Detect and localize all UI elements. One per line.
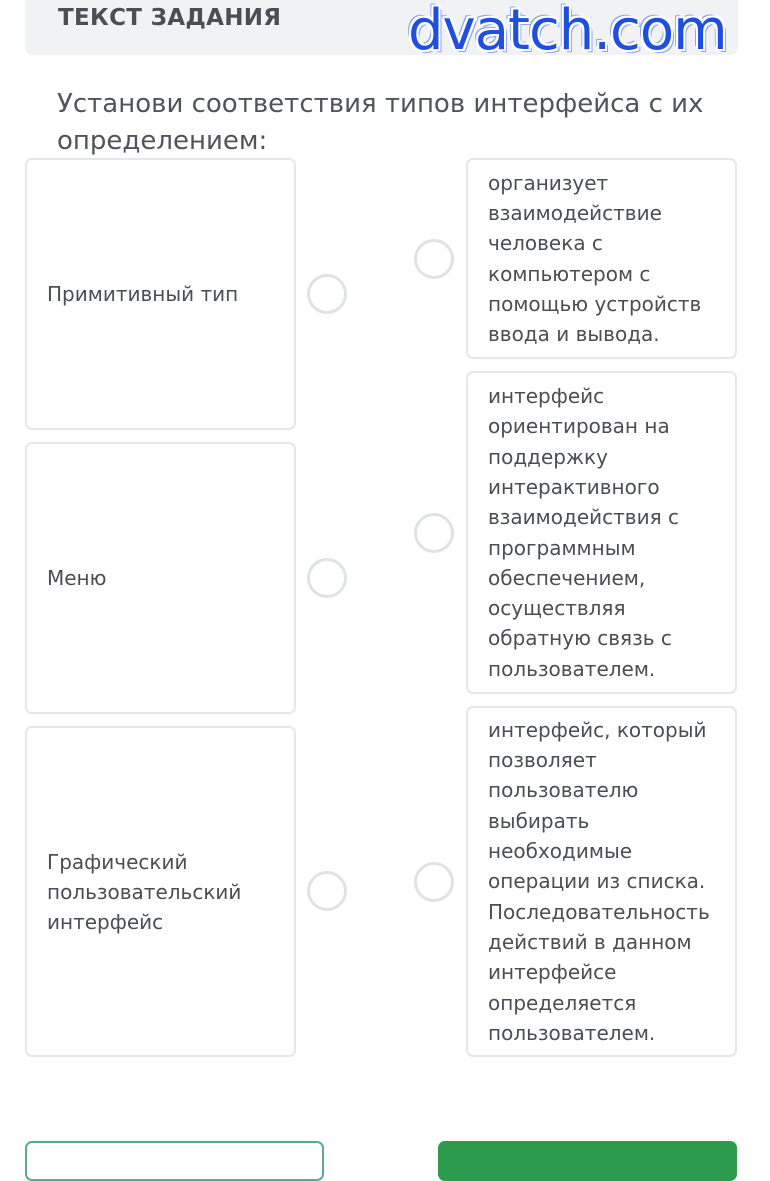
match-left-item[interactable] — [25, 158, 296, 430]
right-connector-radio[interactable] — [414, 239, 454, 279]
secondary-button[interactable] — [25, 1141, 324, 1181]
match-left-item[interactable] — [25, 442, 296, 714]
match-left-label: Меню — [47, 566, 107, 590]
match-left-label: Графический пользовательский интерфейс — [47, 849, 242, 934]
match-right-label: организует взаимодействие человека с компьютером с помощью устройств ввода и вывода. — [488, 170, 702, 347]
match-right-item[interactable] — [466, 158, 737, 359]
match-right-item[interactable] — [466, 371, 737, 694]
match-right-item[interactable] — [466, 706, 737, 1057]
watermark-logo: dvatch.com — [408, 0, 727, 63]
match-left-label: Примитивный тип — [47, 282, 239, 306]
match-right-label: интерфейс ориентирован на поддержку интерактивного взаимодействия с программным обеспечением, осуществляя обратную связь с пользователем. — [488, 384, 679, 681]
task-instruction: Установи соответствия типов интерфейса с их определением: — [57, 89, 704, 156]
left-connector-radio[interactable] — [307, 274, 347, 314]
left-connector-radio[interactable] — [307, 558, 347, 598]
match-right-label: интерфейс, который позволяет пользователю выбирать необходимые операции из списка. Последовательность действий в данном интерфейсе определяется пользователем. — [488, 717, 710, 1045]
match-left-item[interactable] — [25, 726, 296, 1057]
right-connector-radio[interactable] — [414, 862, 454, 902]
right-connector-radio[interactable] — [414, 513, 454, 553]
task-header-title: ТЕКСТ ЗАДАНИЯ — [58, 5, 282, 31]
left-connector-radio[interactable] — [307, 871, 347, 911]
primary-button[interactable] — [438, 1141, 737, 1181]
